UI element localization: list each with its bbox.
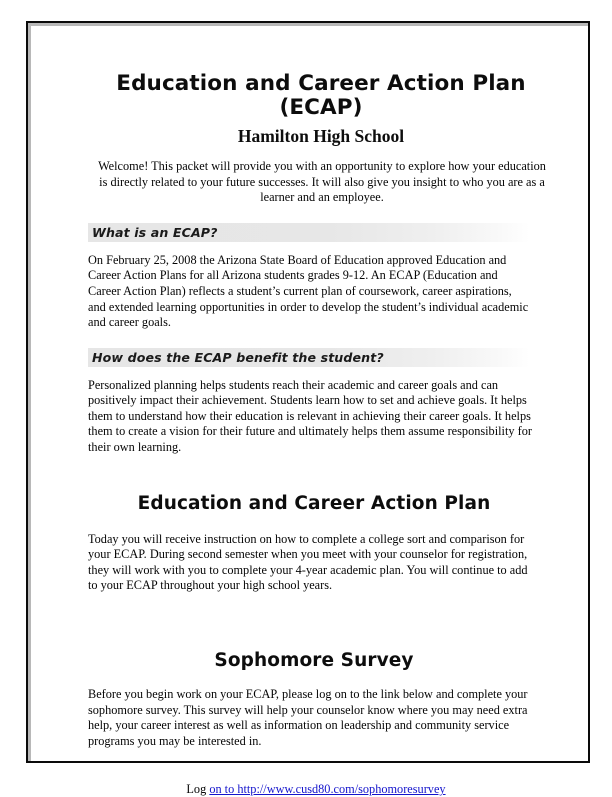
body-education-and-career-action-plan	[88, 532, 532, 594]
paragraph-education-and-career-action-plan: Today you will receive instruction on how to complete a college sort and comparison for your ECAP. During second semester when you meet with your counselor for registration, they will work with you to complete your 4-year academic plan. You will continue to add to your ECAP throughout your high school years.	[88, 531, 528, 593]
page-subtitle-school-name: Hamilton High School	[237, 126, 405, 147]
document-content-area	[28, 23, 588, 797]
welcome-paragraph: Welcome! This packet will provide you with an opportunity to explore how your education is directly related to your future successes. It will also give you insight to who you are as a learner and an employee.	[98, 159, 546, 205]
section-heading-ecap-benefit: How does the ECAP benefit the student?	[92, 349, 384, 365]
heading-education-and-career-action-plan: Education and Career Action Plan	[137, 493, 491, 515]
section-paragraph-what-is-an-ecap: On February 25, 2008 the Arizona State Board of Education approved Education and Career Action Plans for all Arizona students grades 9-12. An ECAP (Education and Career Action Plan) reflects a student’s current plan of coursework, career aspirations, and extended learning opportunities in order to develop the student’s individual academic and career goals.	[88, 252, 529, 330]
section-body-ecap-benefit	[88, 378, 532, 456]
section-body-what-is-an-ecap	[88, 253, 532, 331]
body-sophomore-survey	[88, 687, 532, 749]
section-header-bar-what-is-an-ecap	[88, 223, 530, 242]
survey-link-lead-text: Log	[186, 782, 210, 797]
welcome-block	[88, 159, 554, 206]
section-header-bar-ecap-benefit	[88, 348, 530, 367]
section-paragraph-ecap-benefit: Personalized planning helps students reach their academic and career goals and can positively impact their achievement. Students learn how to set and achieve goals. It helps them to understand how their education is relevant in achieving their career goals. It helps them to create a vision for their future and ultimately helps them assume responsibility for their own learning.	[88, 377, 532, 454]
section-heading-what-is-an-ecap: What is an ECAP?	[92, 224, 218, 240]
document-page-frame	[26, 21, 590, 797]
survey-link-line	[88, 782, 554, 797]
paragraph-sophomore-survey: Before you begin work on your ECAP, please log on to the link below and complete your sophomore survey. This survey will help your counselor know where you may need extra help, your career interest as well as information on leadership and community service programs you may be interested in.	[88, 687, 528, 748]
sophomore-survey-link[interactable]: on to http://www.cusd80.com/sophomoresurvey	[209, 782, 446, 797]
heading-sophomore-survey: Sophomore Survey	[214, 649, 414, 671]
page-title: Education and Career Action Plan (ECAP)	[116, 71, 526, 121]
